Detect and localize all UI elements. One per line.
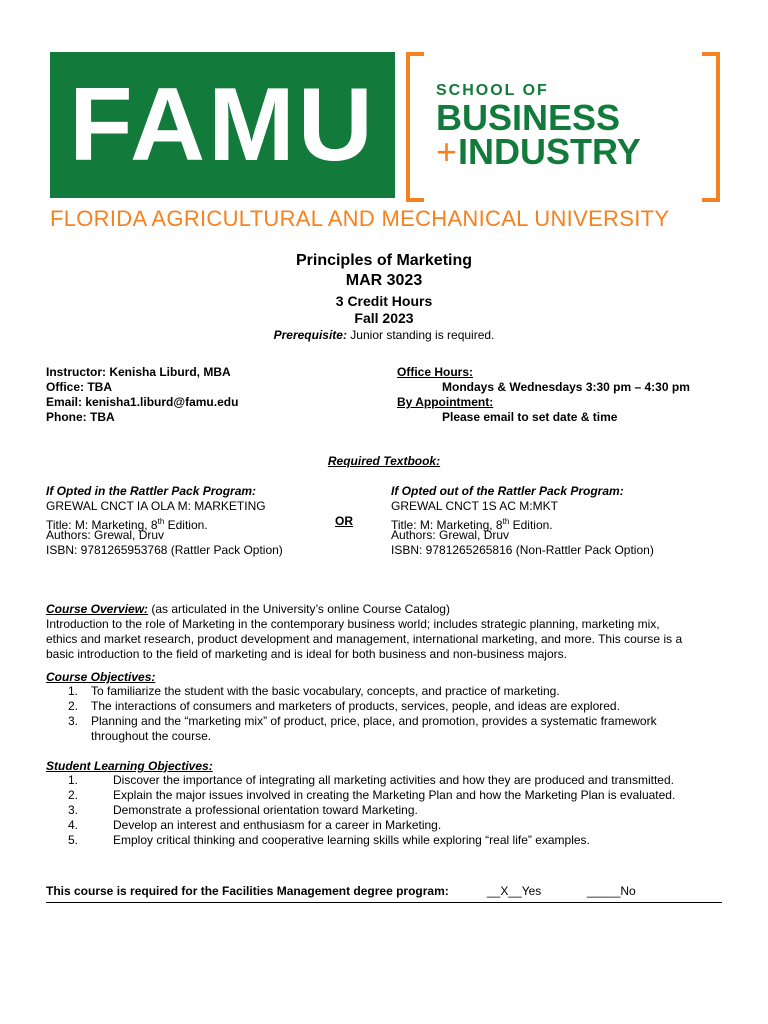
textbook-heading: Required Textbook: (327, 454, 441, 468)
instructor-office: Office: TBA (46, 380, 112, 394)
overview-heading-line (46, 602, 450, 617)
right-bracket (702, 52, 720, 202)
overview-heading: Course Overview: (46, 602, 149, 616)
learning-text: Explain the major issues involved in creating the Marketing Plan and how the Marketing Plan is evaluated. (113, 788, 676, 802)
office-hours-label: Office Hours: (397, 365, 474, 379)
course-code: MAR 3023 (345, 272, 423, 289)
objective-text: Planning and the “marketing mix” of product, price, place, and promotion, provides a systematic framework (91, 714, 657, 728)
office-hours-schedule: Mondays & Wednesdays 3:30 pm – 4:30 pm (442, 380, 690, 394)
industry-line (436, 131, 641, 172)
course-title: Principles of Marketing (295, 252, 473, 269)
prerequisite (0, 328, 768, 342)
school-of-label: SCHOOL OF (436, 82, 549, 99)
learning-num: 2. (68, 788, 79, 802)
learning-text: Employ critical thinking and cooperative learning skills while exploring “real life” examples. (113, 833, 590, 847)
learning-text: Demonstrate a professional orientation toward Marketing. (113, 803, 418, 817)
objective-text: The interactions of consumers and marketers of products, services, people, and ideas are explored. (91, 699, 620, 713)
famu-logo (50, 52, 395, 198)
required-no-option (587, 884, 636, 899)
plus-sign: + (436, 131, 458, 172)
opt-in-title-sup: th (157, 517, 165, 526)
yes-mark: __X__ (487, 884, 522, 898)
opt-out-title-edition: Edition. (509, 518, 553, 532)
no-label: No (620, 884, 636, 898)
prerequisite-text: Junior standing is required. (346, 328, 495, 342)
learning-text: Develop an interest and enthusiasm for a career in Marketing. (113, 818, 442, 832)
required-statement: This course is required for the Facilities Management degree program: (46, 884, 449, 898)
objective-text: To familiarize the student with the basic vocabulary, concepts, and practice of marketing. (91, 684, 560, 698)
appointment-label: By Appointment: (397, 395, 494, 409)
opt-out-heading: If Opted out of the Rattler Pack Program: (391, 484, 624, 498)
opt-out-title-sup: th (502, 517, 510, 526)
instructor-email: Email: kenisha1.liburd@famu.edu (46, 395, 239, 409)
instructor-name: Instructor: Kenisha Liburd, MBA (46, 365, 231, 379)
overview-note: (as articulated in the University’s online Course Catalog) (148, 602, 450, 616)
famu-logo-text: FAMU (69, 67, 376, 183)
learning-num: 4. (68, 818, 79, 832)
opt-in-authors: Authors: Grewal, Druv (46, 528, 165, 542)
bottom-rule (46, 902, 722, 903)
no-mark: _____ (587, 884, 621, 898)
opt-in-title-edition: Edition. (164, 518, 208, 532)
learning-num: 1. (68, 773, 79, 787)
opt-out-title-text: Title: M: Marketing, 8 (391, 518, 503, 532)
opt-in-title-text: Title: M: Marketing, 8 (46, 518, 158, 532)
learning-heading: Student Learning Objectives: (46, 759, 213, 773)
overview-line: Introduction to the role of Marketing in the contemporary business world; includes strategic planning, marketing mix, (46, 617, 660, 631)
term: Fall 2023 (354, 310, 414, 326)
opt-in-isbn: ISBN: 9781265953768 (Rattler Pack Option) (46, 543, 283, 557)
overview-line: ethics and market research, product development and management, international marketing, and more. This course is a (46, 632, 683, 646)
instructor-phone: Phone: TBA (46, 410, 115, 424)
overview-line: basic introduction to the field of marketing and is ideal for both business and non-business majors. (46, 647, 567, 661)
objective-num: 2. (68, 699, 79, 713)
university-name: FLORIDA AGRICULTURAL AND MECHANICAL UNIVERSITY (50, 206, 670, 231)
objective-text: throughout the course. (91, 729, 212, 743)
yes-label: Yes (521, 884, 542, 898)
opt-out-authors: Authors: Grewal, Druv (391, 528, 510, 542)
objective-num: 3. (68, 714, 79, 728)
or-label: OR (335, 514, 353, 528)
credit-hours: 3 Credit Hours (335, 293, 433, 309)
learning-text: Discover the importance of integrating all marketing activities and how they are produced and transmitted. (113, 773, 674, 787)
appointment-text: Please email to set date & time (442, 410, 618, 424)
business-label: BUSINESS (436, 97, 621, 138)
objective-num: 1. (68, 684, 79, 698)
opt-out-isbn: ISBN: 9781265265816 (Non-Rattler Pack Option) (391, 543, 654, 557)
industry-label: INDUSTRY (458, 131, 641, 172)
opt-out-code: GREWAL CNCT 1S AC M:MKT (391, 499, 558, 513)
learning-num: 3. (68, 803, 79, 817)
opt-in-heading: If Opted in the Rattler Pack Program: (46, 484, 257, 498)
opt-in-code: GREWAL CNCT IA OLA M: MARKETING (46, 499, 266, 513)
objectives-heading: Course Objectives: (46, 670, 156, 684)
learning-num: 5. (68, 833, 79, 847)
prerequisite-label: Prerequisite: (273, 328, 347, 342)
left-bracket (406, 52, 424, 202)
required-yes-option (487, 884, 541, 899)
